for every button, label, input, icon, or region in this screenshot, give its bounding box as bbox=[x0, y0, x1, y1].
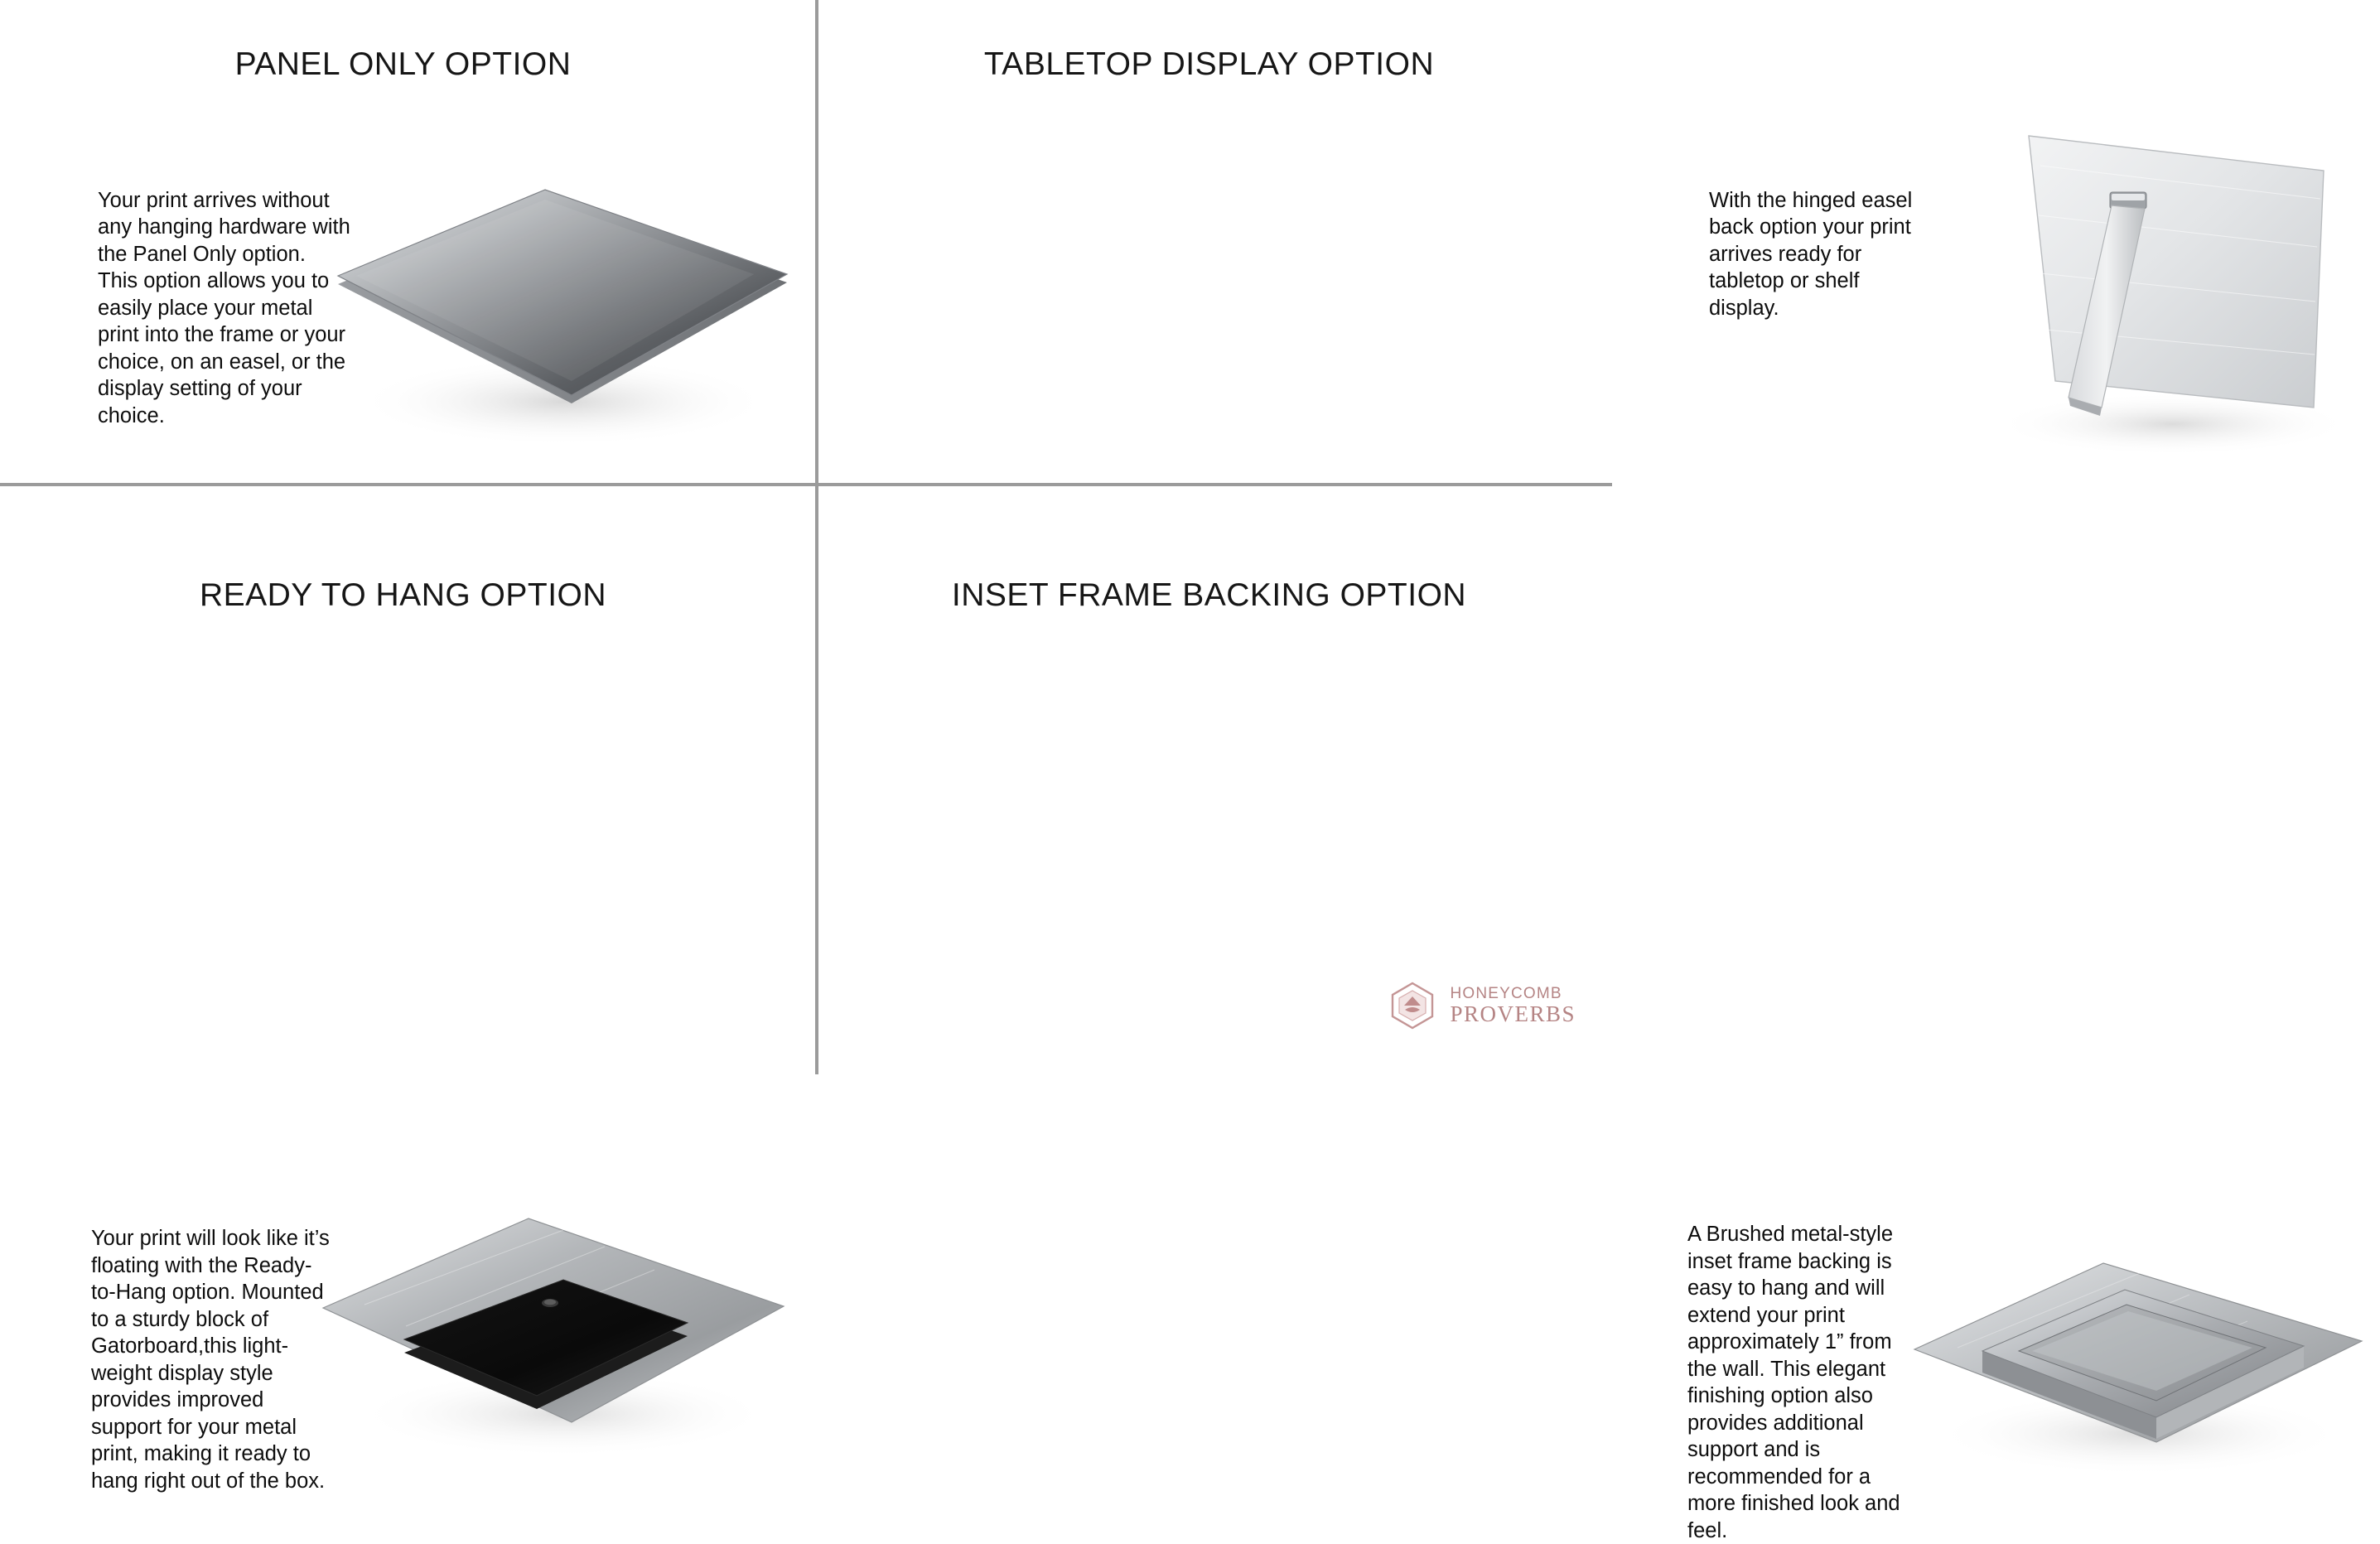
ready-to-hang-description: Your print will look like it’s floating with the Ready-to-Hang option. Mounted to a sturdy block of Gatorboard,this light-weight display style provides improved support for your metal print, making it ready to hang right out of the box. bbox=[91, 1227, 330, 1493]
tabletop-display-description: With the hinged easel back option your print arrives ready for tabletop or shelf display. bbox=[1709, 188, 1913, 320]
tabletop-display-illustration bbox=[1949, 116, 2380, 472]
inset-frame-backing-title: INSET FRAME BACKING OPTION bbox=[951, 577, 1467, 613]
honeycomb-hexagon-logo-icon bbox=[1387, 980, 1438, 1031]
panel-panel-only bbox=[0, 0, 806, 538]
inset-frame-backing-illustration bbox=[1908, 1225, 2372, 1498]
tabletop-display-title: TABLETOP DISPLAY OPTION bbox=[983, 46, 1435, 82]
ready-to-hang-title: READY TO HANG OPTION bbox=[199, 577, 607, 613]
watermark-text bbox=[1450, 986, 1576, 1025]
ready-to-hang-illustration bbox=[315, 1200, 795, 1482]
panel-only-title: PANEL ONLY OPTION bbox=[234, 46, 572, 82]
watermark bbox=[1387, 980, 1576, 1031]
panel-ready-to-hang bbox=[0, 538, 806, 1493]
panel-only-illustration bbox=[323, 153, 795, 468]
panel-tabletop-display bbox=[806, 0, 1913, 538]
watermark-line1: HONEYCOMB bbox=[1450, 984, 1562, 1002]
inset-frame-backing-description: A Brushed metal-style inset frame backing is easy to hang and will extend your print approximately 1” from the wall. This elegant finishing option also provides additional support and is recommended for a more finished look and feel. bbox=[1687, 1223, 1900, 1542]
panel-only-description: Your print arrives without any hanging hardware with the Panel Only option. This option allows you to easily place your metal print into the frame or your choice, on an easel, or the display setting of your choice. bbox=[98, 188, 350, 427]
watermark-line2: PROVERBS bbox=[1450, 1001, 1576, 1026]
